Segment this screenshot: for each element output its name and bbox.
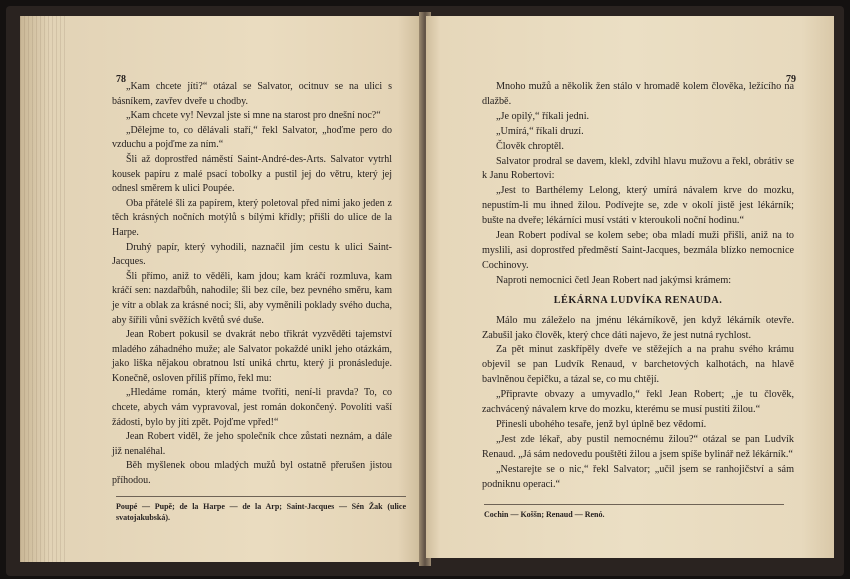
paragraph: „Jest to Barthélemy Lelong, který umírá návalem krve do mozku, nepustím-li mu ihned žilou. Podívejte se, zde v okolí jistě jest lékárník; bušte na dveře; lékárníci musí vstáti v kteroukoli noční hodinu.“ — [482, 185, 794, 227]
paragraph: „Umírá,“ říkali druzí. — [496, 125, 584, 137]
paragraph: Přinesli ubohého tesaře, jenž byl úplně bez vědomí. — [496, 418, 707, 430]
paragraph: „Jest zde lékař, aby pustil nemocnému žilou?“ otázal se pan Ludvík Renaud. „Já sám nedovedu pouštěti žilou a jsem spíše bylinář než lékárník.“ — [482, 433, 794, 460]
page-number: 78 — [116, 74, 126, 85]
paragraph: Mnoho mužů a několik žen stálo v hromadě kolem člověka, ležícího na dlažbě. — [482, 81, 794, 107]
paragraph: Salvator prodral se davem, klekl, zdvihl hlavu mužovu a řekl, obrátiv se k Janu Robertovi: — [482, 155, 794, 182]
paragraph: Šli až doprostřed náměstí Saint-André-des-Arts. Salvator vytrhl kousek papíru z malé psací tobolky a pustil jej do větru, který jej odnesl směrem k ulici Poupée. — [112, 153, 392, 195]
paragraph: Druhý papír, který vyhodili, naznačil jím cestu k ulici Saint-Jacques. — [112, 241, 392, 268]
page-number: 79 — [786, 74, 796, 85]
paragraph: Člověk chroptěl. — [496, 140, 564, 152]
paragraph: Oba přátelé šli za papírem, který poletoval před nimi jako jeden z těch krásných nočních motýlů s bílými křídly; přišli do ulice de la Harpe. — [112, 197, 392, 238]
paragraph: Šli přímo, aniž to věděli, kam jdou; kam kráčí rozmluva, kam kráčí sen: nazdařbůh, nahodile; šli bez cíle, bez pevného směru, kam je vítr a oblak za krásné noci; šli, aby vyměnili poklady svého ducha, aby šířili vůni svěžích květů své duše. — [112, 270, 392, 326]
paragraph: Jean Robert podíval se kolem sebe; oba mladí muži přišli, aniž na to myslili, asi doprostřed předměstí Saint-Jacques, bezmála blízko nemocnice Cochinovy. — [482, 230, 794, 271]
paragraph: Naproti nemocnici četl Jean Robert nad jakýmsi krámem: — [496, 274, 732, 286]
left-page — [20, 16, 422, 562]
paragraph: Za pět minut zaskřípěly dveře ve stěžejích a na prahu svého krámu objevil se pan Ludvík Renaud, v barchetových kalhotách, na hlavě bavlněnou čepičku, a tázal se, co mu chtějí. — [482, 344, 794, 386]
footnote: Cochin — Koššn; Renaud — Renó. — [484, 504, 784, 520]
page-text — [112, 80, 392, 489]
shop-sign-heading: LÉKÁRNA LUDVÍKA RENAUDA. — [553, 294, 723, 306]
paragraph: „Připravte obvazy a umyvadlo,“ řekl Jean Robert; „je tu člověk, zachvácený návalem krve do mozku, kterému se musí pustiti žilou.“ — [482, 389, 794, 416]
paragraph: Jean Robert pokusil se dvakrát nebo třikrát vyzvěděti tajemství mladého záhadného muže; ale Salvator pokaždé unikl jeho otázkám, jako liška nějakou obratnou lstí uniká chrtu, který ji pronásleduje. Konečně, osloven příliš přímo, řekl mu: — [112, 329, 392, 384]
footnote: Poupé — Pupě; de la Harpe — de la Arp; Saint-Jacques — Sén Žak (ulice svatojakubská). — [116, 496, 406, 523]
paragraph: Jean Robert viděl, že jeho společník chce zůstati neznám, a dále již nenaléhal. — [112, 431, 392, 457]
paragraph: „Kam chcete jíti?“ otázal se Salvator, ocitnuv se na ulici s básníkem, zavřev dveře u chodby. — [112, 81, 392, 107]
page-text — [482, 80, 794, 492]
paragraph: „Nestarejte se o nic,“ řekl Salvator; „učil jsem se ranhojičství a sám podniknu operaci.“ — [482, 463, 794, 490]
paragraph: „Dělejme to, co dělávali staří,“ řekl Salvator, „hoďme pero do vzduchu a pojďme za ním.“ — [112, 124, 392, 151]
page-stack-edge — [20, 16, 68, 562]
paragraph: Běh myšlenek obou mladých mužů byl ostatně přerušen jistou příhodou. — [112, 460, 392, 487]
paragraph: Málo mu záleželo na jménu lékárníkově, jen když lékárník otevře. Zabušil jako člověk, který chce dáti najevo, že jest nutná rychlost. — [482, 314, 794, 341]
right-page — [426, 16, 834, 558]
paragraph: „Je opilý,“ říkali jedni. — [496, 110, 590, 122]
paragraph: „Kam chcete vy! Nevzal jste si mne na starost pro dnešní noc?“ — [126, 110, 381, 122]
paragraph: „Hledáme román, který máme tvořiti, není-li pravda? To, co chcete, abych vám vypravoval, jest román dokončený. Povolíti vaší žádosti, bylo by jíti zpět. Pojďme vpřed!“ — [112, 387, 392, 428]
